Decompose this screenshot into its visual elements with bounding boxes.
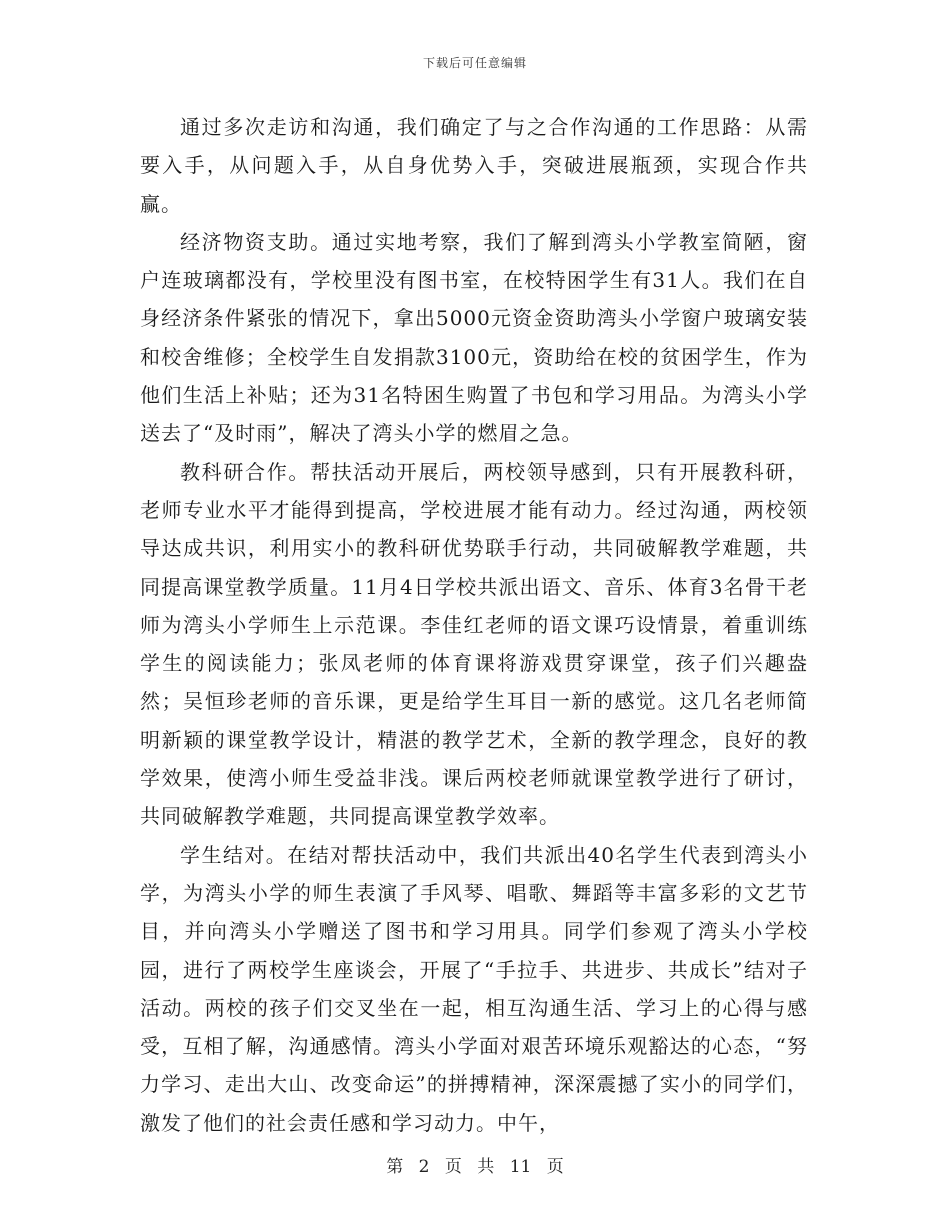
page-number: 第 2 页 共 11 页: [386, 1157, 564, 1177]
document-body: [140, 108, 808, 1142]
page-header: 下载后可任意编辑: [422, 56, 527, 70]
paragraph-student-pairing: 学生结对。在结对帮扶活动中，我们共派出40名学生代表到湾头小学，为湾头小学的师生表演了手风琴、唱歌、舞蹈等丰富多彩的文艺节目，并向湾头小学赠送了图书和学习用具。同学们参观了湾头小学校园，进行了两校学生座谈会，开展了“手拉手、共进步、共成长”结对子活动。两校的孩子们交叉坐在一起，相互沟通生活、学习上的心得与感受，互相了解，沟通感情。湾头小学面对艰苦环境乐观豁达的心态，“努力学习、走出大山、改变命运”的拼搏精神，深深震撼了实小的同学们，激发了他们的社会责任感和学习动力。中午，: [140, 842, 808, 1135]
paragraph-research-cooperation: 教科研合作。帮扶活动开展后，两校领导感到，只有开展教科研，老师专业水平才能得到提高，学校进展才能有动力。经过沟通，两校领导达成共识，利用实小的教科研优势联手行动，共同破解教学难题，共同提高课堂教学质量。11月4日学校共派出语文、音乐、体育3名骨干老师为湾头小学师生上示范课。李佳红老师的语文课巧设情景，着重训练学生的阅读能力；张凤老师的体育课将游戏贯穿课堂，孩子们兴趣盎然；吴恒珍老师的音乐课，更是给学生耳目一新的感觉。这几名老师简明新颖的课堂教学设计，精湛的教学艺术，全新的教学理念，良好的教学效果，使湾小师生受益非浅。课后两校老师就课堂教学进行了研讨，共同破解教学难题，共同提高课堂教学效率。: [140, 459, 808, 829]
paragraph-economic-aid: 经济物资支助。通过实地考察，我们了解到湾头小学教室简陋，窗户连玻璃都没有，学校里没有图书室，在校特困学生有31人。我们在自身经济条件紧张的情况下，拿出5000元资金资助湾头小学窗户玻璃安装和校舍维修；全校学生自发捐款3100元，资助给在校的贫困学生，作为他们生活上补贴；还为31名特困生购置了书包和学习用品。为湾头小学送去了“及时雨”，解决了湾头小学的燃眉之急。: [140, 229, 808, 446]
paragraph-work-approach: 通过多次走访和沟通，我们确定了与之合作沟通的工作思路：从需要入手，从问题入手，从自身优势入手，突破进展瓶颈，实现合作共赢。: [140, 115, 808, 216]
